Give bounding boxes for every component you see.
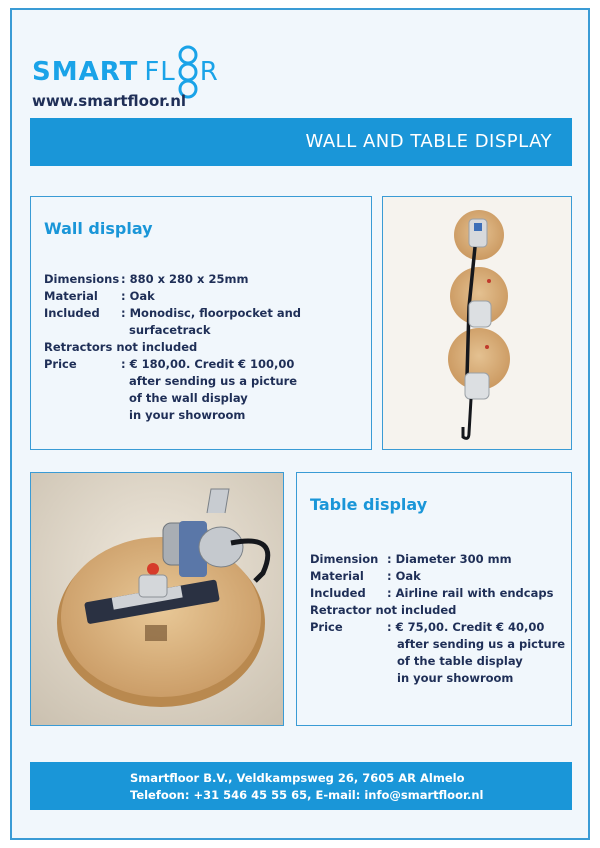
price-line: of the table display: [397, 654, 523, 668]
table-spec-list: [310, 551, 570, 687]
wall-display-image: [383, 197, 572, 450]
spec-row: [310, 568, 570, 585]
smartfloor-logo: [32, 52, 219, 92]
table-display-panel: [296, 472, 572, 726]
table-note: Retractor not included: [310, 603, 457, 617]
wall-display-photo: [382, 196, 572, 450]
spec-row: [310, 585, 570, 602]
spec-key: Included: [44, 306, 100, 320]
wall-display-heading: Wall display: [44, 219, 153, 238]
spec-key: Dimensions: [44, 272, 120, 286]
price-line: in your showroom: [397, 671, 514, 685]
page-title: WALL AND TABLE DISPLAY: [30, 118, 572, 166]
spec-value: surfacetrack: [129, 323, 211, 337]
spec-key: Material: [310, 569, 364, 583]
spec-key: [44, 322, 129, 339]
spec-value: : Diameter 300 mm: [387, 552, 512, 566]
price-line: : € 180,00. Credit € 100,00: [121, 357, 295, 371]
logo-double-o-icon: [177, 45, 199, 99]
spec-value: : Oak: [387, 569, 421, 583]
spec-value: : Airline rail with endcaps: [387, 586, 554, 600]
wall-note: Retractors not included: [44, 340, 198, 354]
price-row: [310, 619, 570, 636]
spec-row: [44, 305, 364, 322]
footer-address: Smartfloor B.V., Veldkampsweg 26, 7605 AR Almelo: [130, 771, 465, 785]
table-display-photo: [30, 472, 284, 726]
logo-fl-text: FL: [144, 57, 176, 87]
price-line: of the wall display: [129, 391, 248, 405]
spec-value: : Monodisc, floorpocket and: [121, 306, 302, 320]
spec-key: Dimension: [310, 552, 379, 566]
price-line: after sending us a picture: [397, 637, 566, 651]
spec-key: Material: [44, 289, 98, 303]
spec-value: : Oak: [121, 289, 155, 303]
spec-row: [44, 271, 364, 288]
spec-key: Included: [310, 586, 366, 600]
logo-r-text: R: [199, 57, 219, 87]
spec-value: : 880 x 280 x 25mm: [121, 272, 249, 286]
price-line: : € 75,00. Credit € 40,00: [387, 620, 545, 634]
logo-smart-text: SMART: [32, 57, 139, 87]
website-url[interactable]: www.smartfloor.nl: [32, 92, 187, 110]
brochure-page: [10, 8, 590, 840]
price-line: in your showroom: [129, 408, 246, 422]
price-row: [44, 356, 364, 373]
spec-row: [44, 288, 364, 305]
spec-row: [310, 551, 570, 568]
price-key: Price: [44, 357, 77, 371]
wall-spec-list: [44, 271, 364, 424]
wall-display-panel: [30, 196, 372, 450]
price-key: Price: [310, 620, 343, 634]
table-display-image: [31, 473, 284, 726]
price-line: after sending us a picture: [129, 374, 298, 388]
spec-row: [44, 322, 364, 339]
table-display-heading: Table display: [310, 495, 428, 514]
footer-phone-email: Telefoon: +31 546 45 55 65, E-mail: info@smartfloor.nl: [130, 788, 484, 802]
footer-contact: [30, 762, 572, 810]
